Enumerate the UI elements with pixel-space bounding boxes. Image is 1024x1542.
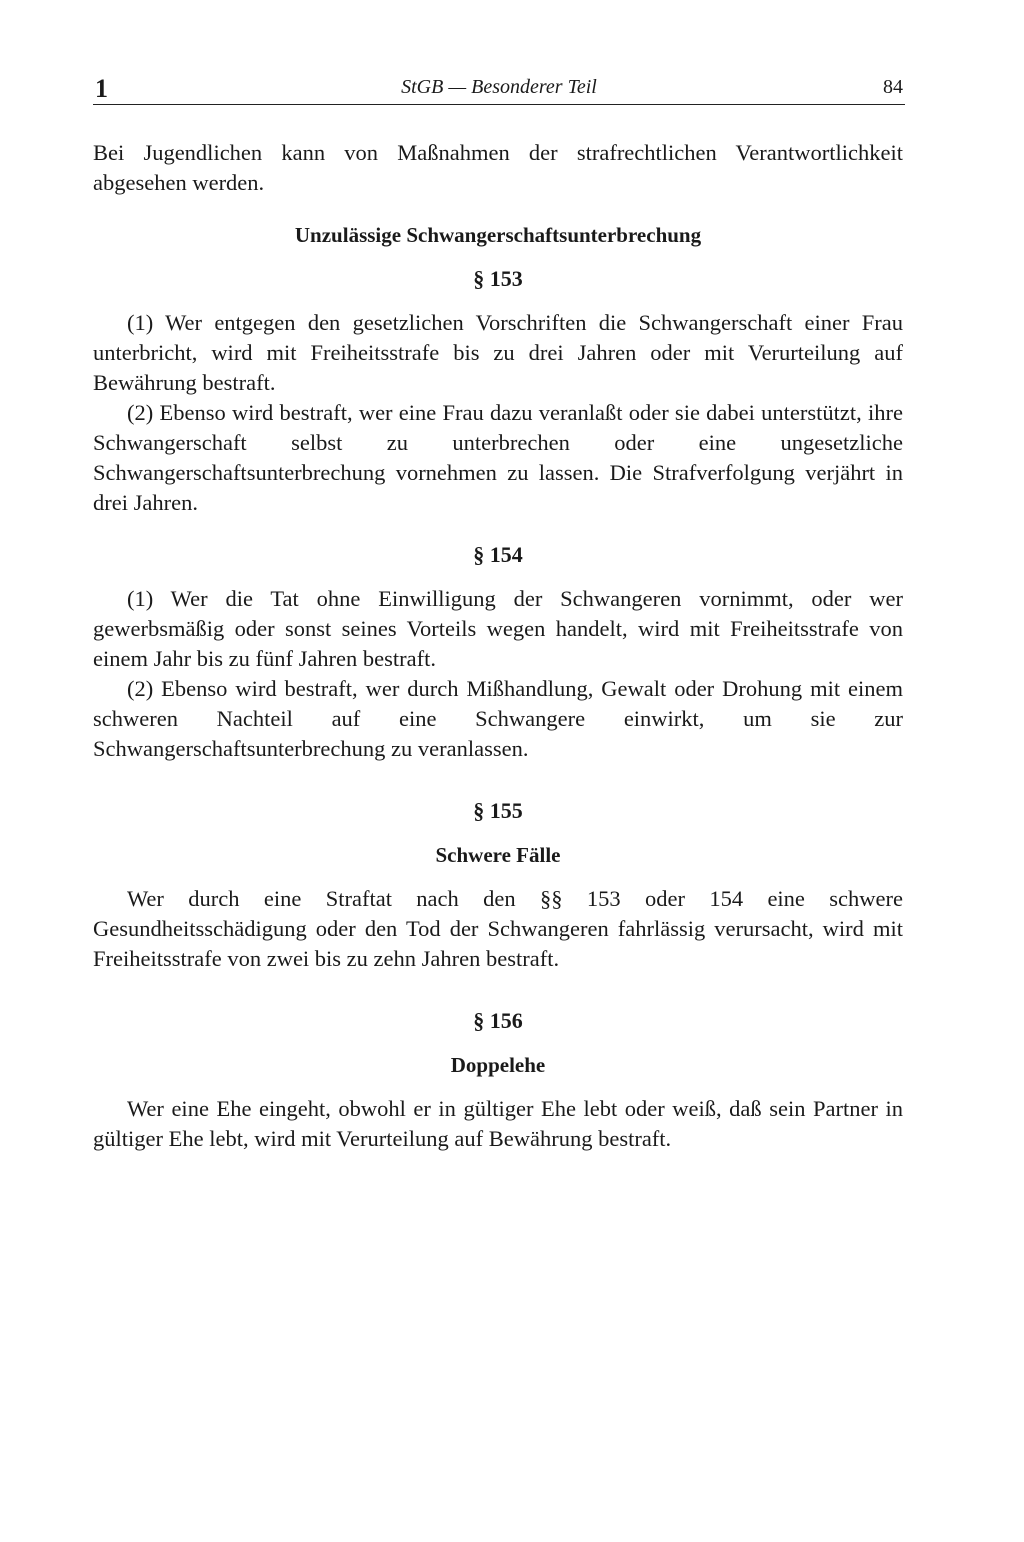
running-title: StGB — Besonderer Teil (401, 76, 597, 98)
section-number-156: § 156 (473, 1008, 523, 1033)
section-154-paragraph-2: (2) Ebenso wird bestraft, wer durch Mißhandlung, Gewalt oder Drohung mit einem schweren Nachteil auf eine Schwangere einwirkt, um sie zur Schwangerschaftsunterbrechung zu veranlassen. (93, 676, 903, 761)
section-155-title: Schwere Fälle (435, 843, 561, 867)
section-156-title: Doppelehe (450, 1053, 546, 1077)
section-number-154: § 154 (473, 542, 523, 567)
intro-paragraph: Bei Jugendlichen kann von Maßnahmen der strafrechtlichen Verantwortlichkeit abgesehen werden. (93, 140, 903, 195)
chapter-number: 1 (95, 74, 108, 103)
page-number: 84 (883, 76, 903, 98)
page-body (93, 138, 903, 1154)
page-header (93, 74, 905, 105)
section-number-153: § 153 (473, 266, 523, 291)
section-number-155: § 155 (473, 798, 523, 823)
section-153-paragraph-2: (2) Ebenso wird bestraft, wer eine Frau dazu veranlaßt oder sie dabei unterstützt, ihre Schwangerschaft selbst zu unterbrechen oder eine ungesetzliche Schwangerschaftsunterbrechung vornehmen zu lassen. Die Strafverfolgung verjährt in drei Jahren. (93, 400, 903, 515)
section-153-paragraph-1: (1) Wer entgegen den gesetzlichen Vorschriften die Schwangerschaft einer Frau unterbricht, wird mit Freiheitsstrafe bis zu drei Jahren oder mit Verurteilung auf Bewährung bestraft. (93, 310, 903, 395)
section-group-heading: Unzulässige Schwangerschaftsunterbrechung (294, 223, 702, 247)
section-155-paragraph-1: Wer durch eine Straftat nach den §§ 153 oder 154 eine schwere Gesundheitsschädigung oder den Tod der Schwangeren fahrlässig verursacht, wird mit Freiheitsstrafe von zwei bis zu zehn Jahren bestraft. (93, 886, 903, 971)
section-156-paragraph-1: Wer eine Ehe eingeht, obwohl er in gültiger Ehe lebt oder weiß, daß sein Partner in gültiger Ehe lebt, wird mit Verurteilung auf Bewährung bestraft. (93, 1096, 903, 1151)
section-154-paragraph-1: (1) Wer die Tat ohne Einwilligung der Schwangeren vornimmt, oder wer gewerbsmäßig oder sonst seines Vorteils wegen handelt, wird mit Freiheitsstrafe von einem Jahr bis zu fünf Jahren bestraft. (93, 586, 903, 671)
